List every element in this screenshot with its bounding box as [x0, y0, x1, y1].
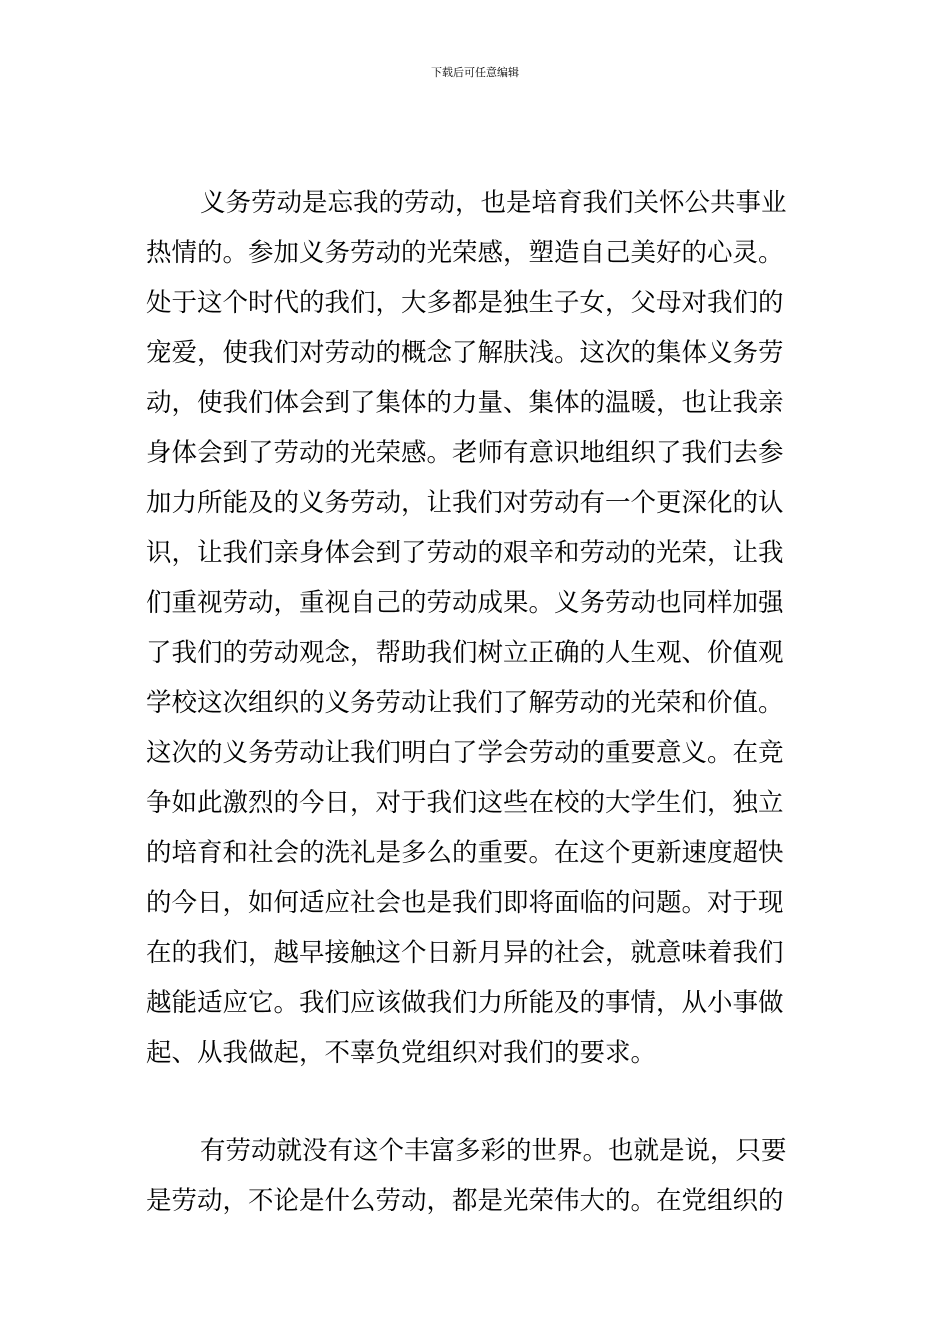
text-line: 越能适应它。我们应该做我们力所能及的事情，从小事做	[146, 988, 784, 1018]
text-line: 身体会到了劳动的光荣感。老师有意识地组织了我们去参	[146, 438, 784, 468]
text-line: 们重视劳动，重视自己的劳动成果。义务劳动也同样加强	[146, 588, 784, 618]
text-line: 的培育和社会的洗礼是多么的重要。在这个更新速度超快	[146, 838, 784, 868]
text-line: 宠爱，使我们对劳动的概念了解肤浅。这次的集体义务劳	[146, 338, 784, 368]
text-line: 这次的义务劳动让我们明白了学会劳动的重要意义。在竞	[146, 738, 784, 768]
document-body	[146, 178, 810, 1226]
text-line: 的今日，如何适应社会也是我们即将面临的问题。对于现	[146, 888, 784, 918]
text-line: 了我们的劳动观念，帮助我们树立正确的人生观、价值观	[146, 638, 784, 668]
text-line: 动，使我们体会到了集体的力量、集体的温暖，也让我亲	[146, 388, 784, 418]
text-line: 义务劳动是忘我的劳动，也是培育我们关怀公共事业	[200, 188, 787, 218]
text-line: 加力所能及的义务劳动，让我们对劳动有一个更深化的认	[146, 488, 784, 518]
paragraph-2	[146, 1126, 810, 1226]
text-line: 是劳动，不论是什么劳动，都是光荣伟大的。在党组织的	[146, 1186, 784, 1216]
text-line: 争如此激烈的今日，对于我们这些在校的大学生们，独立	[146, 788, 784, 818]
text-line: 处于这个时代的我们，大多都是独生子女，父母对我们的	[146, 288, 784, 318]
text-line: 学校这次组织的义务劳动让我们了解劳动的光荣和价值。	[146, 688, 784, 718]
text-line: 有劳动就没有这个丰富多彩的世界。也就是说，只要	[200, 1136, 787, 1166]
paragraph-1	[146, 178, 810, 1078]
text-line: 在的我们，越早接触这个日新月异的社会，就意味着我们	[146, 938, 784, 968]
page-header: 下载后可任意编辑	[431, 66, 519, 79]
paragraph-spacer	[146, 1078, 810, 1126]
text-line: 热情的。参加义务劳动的光荣感，塑造自己美好的心灵。	[146, 238, 784, 268]
text-line: 识，让我们亲身体会到了劳动的艰辛和劳动的光荣，让我	[146, 538, 784, 568]
text-line: 起、从我做起，不辜负党组织对我们的要求。	[146, 1038, 657, 1068]
